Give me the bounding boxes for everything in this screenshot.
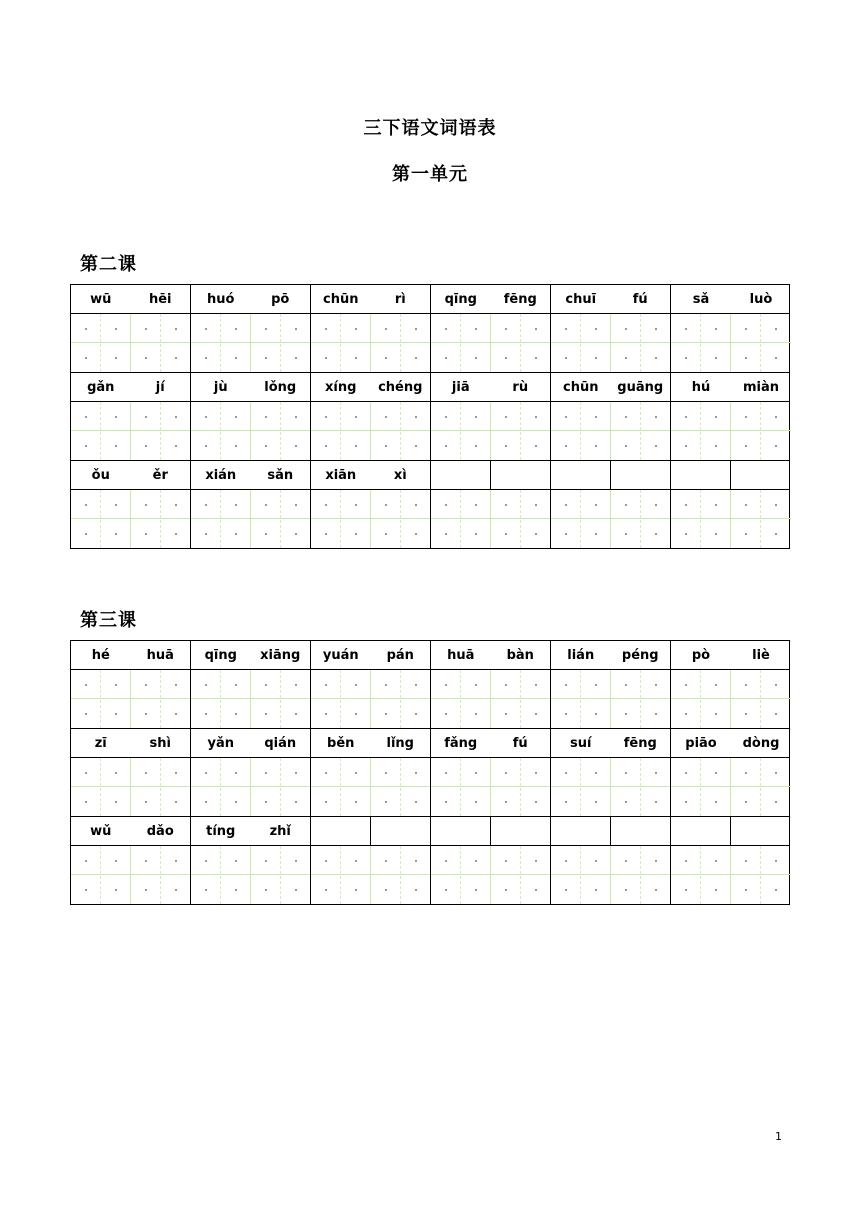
pinyin-word bbox=[311, 641, 431, 669]
lesson-title: 第三课 bbox=[80, 610, 137, 631]
tianzige-cell[interactable] bbox=[731, 758, 791, 816]
tianzige-cell[interactable] bbox=[191, 670, 251, 728]
writing-group bbox=[671, 846, 791, 904]
tianzige-cell[interactable] bbox=[611, 402, 671, 460]
lesson-title: 第二课 bbox=[80, 254, 137, 275]
pinyin-syllable: pō bbox=[271, 291, 290, 307]
tianzige-cell[interactable] bbox=[431, 846, 491, 904]
tianzige-cell[interactable] bbox=[191, 490, 251, 548]
pinyin-word bbox=[71, 461, 191, 489]
tianzige-cell[interactable] bbox=[131, 758, 191, 816]
tianzige-cell[interactable] bbox=[551, 846, 611, 904]
pinyin-empty bbox=[431, 461, 551, 489]
tianzige-cell[interactable] bbox=[191, 402, 251, 460]
tianzige-cell[interactable] bbox=[371, 758, 431, 816]
pinyin-syllable: péng bbox=[621, 647, 659, 663]
writing-group bbox=[311, 758, 431, 816]
writing-group bbox=[431, 490, 551, 548]
tianzige-cell[interactable] bbox=[491, 670, 551, 728]
pinyin-syllable: xíng bbox=[325, 379, 357, 395]
tianzige-cell[interactable] bbox=[191, 846, 251, 904]
tianzige-cell[interactable] bbox=[311, 758, 371, 816]
pinyin-syllable: chūn bbox=[323, 291, 359, 307]
tianzige-cell[interactable] bbox=[311, 490, 371, 548]
writing-group bbox=[671, 402, 791, 460]
pinyin-word bbox=[191, 285, 311, 313]
tianzige-cell[interactable] bbox=[491, 314, 551, 372]
tianzige-cell[interactable] bbox=[671, 402, 731, 460]
tianzige-cell[interactable] bbox=[671, 670, 731, 728]
tianzige-cell[interactable] bbox=[551, 490, 611, 548]
pinyin-syllable: chéng bbox=[378, 379, 423, 395]
pinyin-syllable: pán bbox=[386, 647, 414, 663]
writing-group bbox=[311, 670, 431, 728]
tianzige-cell[interactable] bbox=[371, 402, 431, 460]
tianzige-cell[interactable] bbox=[671, 846, 731, 904]
lesson-grid bbox=[70, 284, 790, 549]
pinyin-syllable: xiān bbox=[325, 467, 357, 483]
pinyin-word bbox=[311, 461, 431, 489]
tianzige-cell[interactable] bbox=[431, 402, 491, 460]
pinyin-word bbox=[551, 641, 671, 669]
pinyin-syllable: hé bbox=[91, 647, 110, 663]
pinyin-word bbox=[551, 285, 671, 313]
writing-row bbox=[70, 669, 790, 728]
pinyin-row bbox=[70, 372, 790, 401]
pinyin-syllable: sǎ bbox=[692, 291, 710, 307]
unit-title: 第一单元 bbox=[392, 164, 468, 185]
pinyin-syllable: liè bbox=[752, 647, 770, 663]
word-row bbox=[70, 460, 790, 548]
writing-row bbox=[70, 757, 790, 816]
pinyin-word bbox=[551, 373, 671, 401]
tianzige-cell[interactable] bbox=[731, 490, 791, 548]
tianzige-cell[interactable] bbox=[311, 314, 371, 372]
writing-group bbox=[551, 758, 671, 816]
pinyin-syllable: qīng bbox=[444, 291, 477, 307]
tianzige-cell[interactable] bbox=[731, 846, 791, 904]
tianzige-cell[interactable] bbox=[191, 758, 251, 816]
pinyin-empty bbox=[431, 817, 551, 845]
pinyin-syllable: shì bbox=[149, 735, 171, 751]
writing-group bbox=[431, 846, 551, 904]
tianzige-cell[interactable] bbox=[371, 314, 431, 372]
writing-group bbox=[71, 402, 191, 460]
tianzige-cell[interactable] bbox=[371, 490, 431, 548]
pinyin-syllable: zī bbox=[94, 735, 107, 751]
page-number: 1 bbox=[775, 1130, 782, 1143]
tianzige-cell[interactable] bbox=[731, 402, 791, 460]
pinyin-syllable: fú bbox=[512, 735, 528, 751]
tianzige-cell[interactable] bbox=[251, 314, 311, 372]
pinyin-word bbox=[671, 373, 791, 401]
writing-group bbox=[191, 402, 311, 460]
word-row bbox=[70, 372, 790, 460]
pinyin-word bbox=[71, 729, 191, 757]
writing-group bbox=[431, 758, 551, 816]
tianzige-cell[interactable] bbox=[251, 846, 311, 904]
writing-group bbox=[311, 314, 431, 372]
pinyin-syllable: chūn bbox=[563, 379, 599, 395]
pinyin-word bbox=[191, 461, 311, 489]
pinyin-word bbox=[311, 373, 431, 401]
tianzige-cell[interactable] bbox=[731, 670, 791, 728]
writing-group bbox=[671, 670, 791, 728]
pinyin-row bbox=[70, 460, 790, 489]
tianzige-cell[interactable] bbox=[251, 670, 311, 728]
writing-group bbox=[191, 314, 311, 372]
pinyin-syllable: fēng bbox=[503, 291, 537, 307]
tianzige-cell[interactable] bbox=[311, 670, 371, 728]
pinyin-row bbox=[70, 284, 790, 313]
tianzige-cell[interactable] bbox=[551, 758, 611, 816]
pinyin-word bbox=[71, 641, 191, 669]
pinyin-syllable: qīng bbox=[204, 647, 237, 663]
writing-group bbox=[191, 490, 311, 548]
pinyin-syllable: lǐng bbox=[386, 735, 414, 751]
writing-group bbox=[191, 846, 311, 904]
pinyin-syllable: lǒng bbox=[264, 379, 297, 395]
tianzige-cell[interactable] bbox=[611, 314, 671, 372]
writing-row bbox=[70, 845, 790, 904]
tianzige-cell[interactable] bbox=[71, 758, 131, 816]
tianzige-cell[interactable] bbox=[671, 758, 731, 816]
writing-group bbox=[311, 402, 431, 460]
pinyin-syllable: fú bbox=[632, 291, 648, 307]
pinyin-syllable: wǔ bbox=[90, 823, 112, 839]
pinyin-syllable: guāng bbox=[617, 379, 664, 395]
pinyin-syllable: fēng bbox=[623, 735, 657, 751]
word-row bbox=[70, 284, 790, 372]
writing-group bbox=[431, 402, 551, 460]
writing-group bbox=[71, 490, 191, 548]
pinyin-word bbox=[71, 285, 191, 313]
pinyin-syllable: jí bbox=[155, 379, 165, 395]
writing-group bbox=[191, 670, 311, 728]
tianzige-cell[interactable] bbox=[551, 314, 611, 372]
pinyin-word bbox=[431, 373, 551, 401]
tianzige-cell[interactable] bbox=[431, 670, 491, 728]
tianzige-cell[interactable] bbox=[311, 402, 371, 460]
pinyin-word bbox=[191, 641, 311, 669]
pinyin-word bbox=[191, 373, 311, 401]
tianzige-cell[interactable] bbox=[611, 846, 671, 904]
tianzige-cell[interactable] bbox=[491, 758, 551, 816]
writing-group bbox=[71, 758, 191, 816]
tianzige-cell[interactable] bbox=[491, 846, 551, 904]
pinyin-syllable: yuán bbox=[322, 647, 359, 663]
pinyin-syllable: ǒu bbox=[91, 467, 110, 483]
tianzige-cell[interactable] bbox=[491, 490, 551, 548]
writing-row bbox=[70, 489, 790, 548]
writing-group bbox=[191, 758, 311, 816]
pinyin-syllable: pò bbox=[691, 647, 711, 663]
pinyin-syllable: yǎn bbox=[207, 735, 234, 751]
pinyin-empty bbox=[551, 817, 671, 845]
pinyin-syllable: xì bbox=[393, 467, 407, 483]
tianzige-cell[interactable] bbox=[71, 314, 131, 372]
pinyin-syllable: bàn bbox=[506, 647, 534, 663]
tianzige-cell[interactable] bbox=[191, 314, 251, 372]
pinyin-row bbox=[70, 640, 790, 669]
tianzige-cell[interactable] bbox=[131, 402, 191, 460]
pinyin-syllable: huā bbox=[146, 647, 174, 663]
pinyin-syllable: hú bbox=[691, 379, 711, 395]
pinyin-syllable: miàn bbox=[742, 379, 780, 395]
pinyin-syllable: huó bbox=[207, 291, 235, 307]
pinyin-word bbox=[671, 285, 791, 313]
writing-row bbox=[70, 313, 790, 372]
pinyin-word bbox=[71, 817, 191, 845]
pinyin-row bbox=[70, 816, 790, 845]
word-row bbox=[70, 728, 790, 816]
tianzige-cell[interactable] bbox=[71, 402, 131, 460]
pinyin-row bbox=[70, 728, 790, 757]
pinyin-syllable: suí bbox=[570, 735, 592, 751]
writing-group bbox=[551, 670, 671, 728]
writing-group bbox=[311, 846, 431, 904]
pinyin-syllable: piāo bbox=[685, 735, 717, 751]
tianzige-cell[interactable] bbox=[611, 670, 671, 728]
tianzige-cell[interactable] bbox=[551, 670, 611, 728]
pinyin-syllable: běn bbox=[327, 735, 355, 751]
writing-group bbox=[71, 846, 191, 904]
pinyin-word bbox=[431, 641, 551, 669]
pinyin-syllable: fǎng bbox=[444, 735, 478, 751]
pinyin-syllable: xiāng bbox=[260, 647, 301, 663]
pinyin-syllable: qián bbox=[264, 735, 297, 751]
tianzige-cell[interactable] bbox=[251, 402, 311, 460]
pinyin-empty bbox=[671, 461, 791, 489]
writing-group bbox=[551, 846, 671, 904]
writing-group bbox=[431, 314, 551, 372]
pinyin-word bbox=[311, 285, 431, 313]
writing-group bbox=[671, 490, 791, 548]
tianzige-cell[interactable] bbox=[431, 314, 491, 372]
writing-group bbox=[551, 402, 671, 460]
writing-group bbox=[671, 314, 791, 372]
writing-group bbox=[71, 314, 191, 372]
pinyin-word bbox=[671, 641, 791, 669]
pinyin-empty bbox=[671, 817, 791, 845]
pinyin-syllable: sǎn bbox=[267, 467, 294, 483]
writing-row bbox=[70, 401, 790, 460]
tianzige-cell[interactable] bbox=[131, 846, 191, 904]
pinyin-word bbox=[551, 729, 671, 757]
writing-group bbox=[551, 314, 671, 372]
tianzige-cell[interactable] bbox=[131, 670, 191, 728]
tianzige-cell[interactable] bbox=[611, 758, 671, 816]
writing-group bbox=[551, 490, 671, 548]
pinyin-syllable: lián bbox=[567, 647, 595, 663]
tianzige-cell[interactable] bbox=[491, 402, 551, 460]
tianzige-cell[interactable] bbox=[551, 402, 611, 460]
pinyin-word bbox=[431, 285, 551, 313]
tianzige-cell[interactable] bbox=[131, 490, 191, 548]
tianzige-cell[interactable] bbox=[371, 846, 431, 904]
word-row bbox=[70, 816, 790, 904]
tianzige-cell[interactable] bbox=[131, 314, 191, 372]
pinyin-syllable: huā bbox=[447, 647, 475, 663]
tianzige-cell[interactable] bbox=[71, 490, 131, 548]
tianzige-cell[interactable] bbox=[611, 490, 671, 548]
pinyin-syllable: dǎo bbox=[146, 823, 174, 839]
tianzige-cell[interactable] bbox=[431, 490, 491, 548]
pinyin-syllable: rù bbox=[512, 379, 529, 395]
page-title: 三下语文词语表 bbox=[363, 118, 497, 139]
pinyin-syllable: wū bbox=[90, 291, 112, 307]
pinyin-syllable: chuī bbox=[565, 291, 597, 307]
tianzige-cell[interactable] bbox=[251, 490, 311, 548]
pinyin-word bbox=[191, 817, 311, 845]
pinyin-word bbox=[671, 729, 791, 757]
pinyin-word bbox=[191, 729, 311, 757]
tianzige-cell[interactable] bbox=[671, 490, 731, 548]
pinyin-syllable: hēi bbox=[148, 291, 172, 307]
tianzige-cell[interactable] bbox=[671, 314, 731, 372]
pinyin-word bbox=[71, 373, 191, 401]
tianzige-cell[interactable] bbox=[71, 846, 131, 904]
writing-group bbox=[311, 490, 431, 548]
tianzige-cell[interactable] bbox=[251, 758, 311, 816]
pinyin-empty bbox=[311, 817, 431, 845]
pinyin-syllable: jù bbox=[213, 379, 228, 395]
pinyin-syllable: ěr bbox=[152, 467, 168, 483]
pinyin-syllable: jiā bbox=[451, 379, 470, 395]
pinyin-syllable: luò bbox=[749, 291, 773, 307]
pinyin-empty bbox=[551, 461, 671, 489]
pinyin-syllable: rì bbox=[394, 291, 406, 307]
writing-group bbox=[431, 670, 551, 728]
tianzige-cell[interactable] bbox=[371, 670, 431, 728]
pinyin-syllable: dòng bbox=[742, 735, 780, 751]
word-row bbox=[70, 640, 790, 728]
pinyin-syllable: xián bbox=[205, 467, 237, 483]
tianzige-cell[interactable] bbox=[731, 314, 791, 372]
pinyin-syllable: gǎn bbox=[87, 379, 115, 395]
tianzige-cell[interactable] bbox=[311, 846, 371, 904]
pinyin-syllable: tíng bbox=[206, 823, 236, 839]
pinyin-word bbox=[431, 729, 551, 757]
lesson-grid bbox=[70, 640, 790, 905]
tianzige-cell[interactable] bbox=[431, 758, 491, 816]
tianzige-cell[interactable] bbox=[71, 670, 131, 728]
writing-group bbox=[671, 758, 791, 816]
writing-group bbox=[71, 670, 191, 728]
pinyin-word bbox=[311, 729, 431, 757]
pinyin-syllable: zhǐ bbox=[269, 823, 291, 839]
